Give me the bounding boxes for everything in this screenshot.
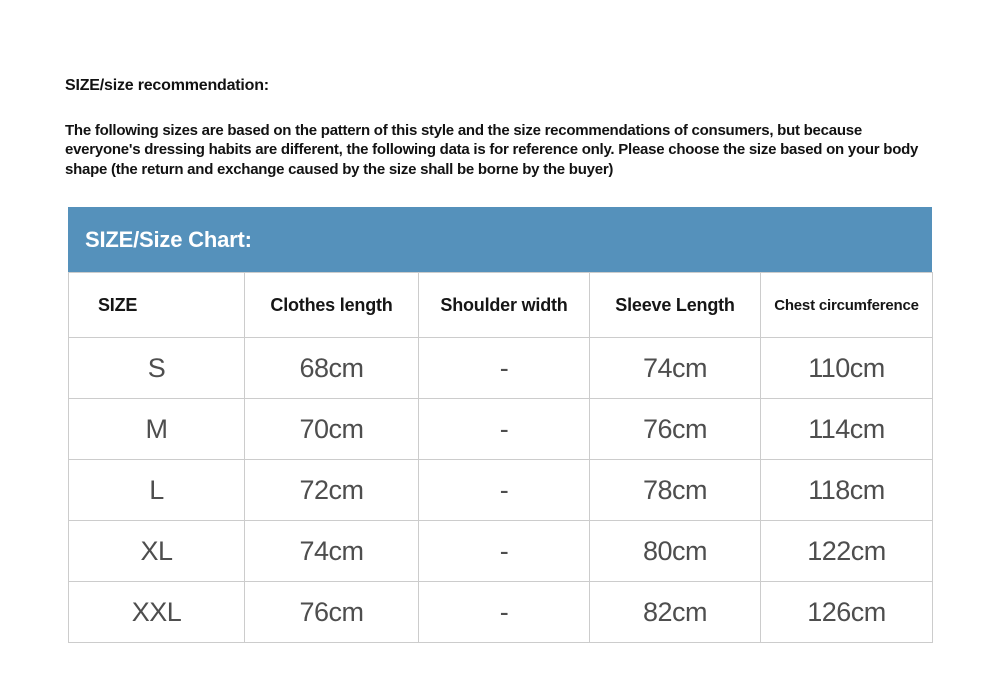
chest-circumference-cell: 110cm: [761, 338, 933, 399]
column-header-sleeve-length: Sleeve Length: [590, 273, 761, 338]
shoulder-width-cell: -: [419, 399, 590, 460]
column-header-size: SIZE: [69, 273, 245, 338]
chest-circumference-cell: 118cm: [761, 460, 933, 521]
sleeve-length-cell: 82cm: [590, 582, 761, 643]
table-row-xxl: [69, 582, 933, 643]
sleeve-length-cell: 80cm: [590, 521, 761, 582]
size-label-cell: L: [69, 460, 245, 521]
sleeve-length-cell: 78cm: [590, 460, 761, 521]
chest-circumference-cell: 122cm: [761, 521, 933, 582]
shoulder-width-cell: -: [419, 521, 590, 582]
shoulder-width-cell: -: [419, 460, 590, 521]
size-recommendation-heading: SIZE/size recommendation:: [65, 77, 269, 94]
shoulder-width-cell: -: [419, 582, 590, 643]
sleeve-length-cell: 74cm: [590, 338, 761, 399]
column-header-clothes-length: Clothes length: [245, 273, 419, 338]
table-row-m: [69, 399, 933, 460]
chest-circumference-cell: 114cm: [761, 399, 933, 460]
chest-circumference-cell: 126cm: [761, 582, 933, 643]
size-label-cell: XXL: [69, 582, 245, 643]
size-chart-title-bar: [68, 207, 932, 272]
clothes-length-cell: 76cm: [245, 582, 419, 643]
clothes-length-cell: 70cm: [245, 399, 419, 460]
sleeve-length-cell: 76cm: [590, 399, 761, 460]
size-table: [68, 272, 933, 643]
table-row-xl: [69, 521, 933, 582]
clothes-length-cell: 72cm: [245, 460, 419, 521]
table-row-l: [69, 460, 933, 521]
clothes-length-cell: 74cm: [245, 521, 419, 582]
size-label-cell: XL: [69, 521, 245, 582]
column-header-chest-circumference: Chest circumference: [761, 273, 933, 338]
column-header-shoulder-width: Shoulder width: [419, 273, 590, 338]
size-disclaimer-text: The following sizes are based on the pattern of this style and the size recommendations of consumers, but because everyone's dressing habits are different, the following data is for reference only. Please choose the size based on your body shape (the return and exchange caused by the size shall be borne by the buyer): [65, 122, 919, 178]
size-chart-title: SIZE/Size Chart:: [85, 226, 252, 252]
size-label-cell: S: [69, 338, 245, 399]
size-label-cell: M: [69, 399, 245, 460]
size-table-header-row: [69, 273, 933, 338]
table-row-s: [69, 338, 933, 399]
shoulder-width-cell: -: [419, 338, 590, 399]
clothes-length-cell: 68cm: [245, 338, 419, 399]
size-chart-section: [68, 207, 932, 643]
